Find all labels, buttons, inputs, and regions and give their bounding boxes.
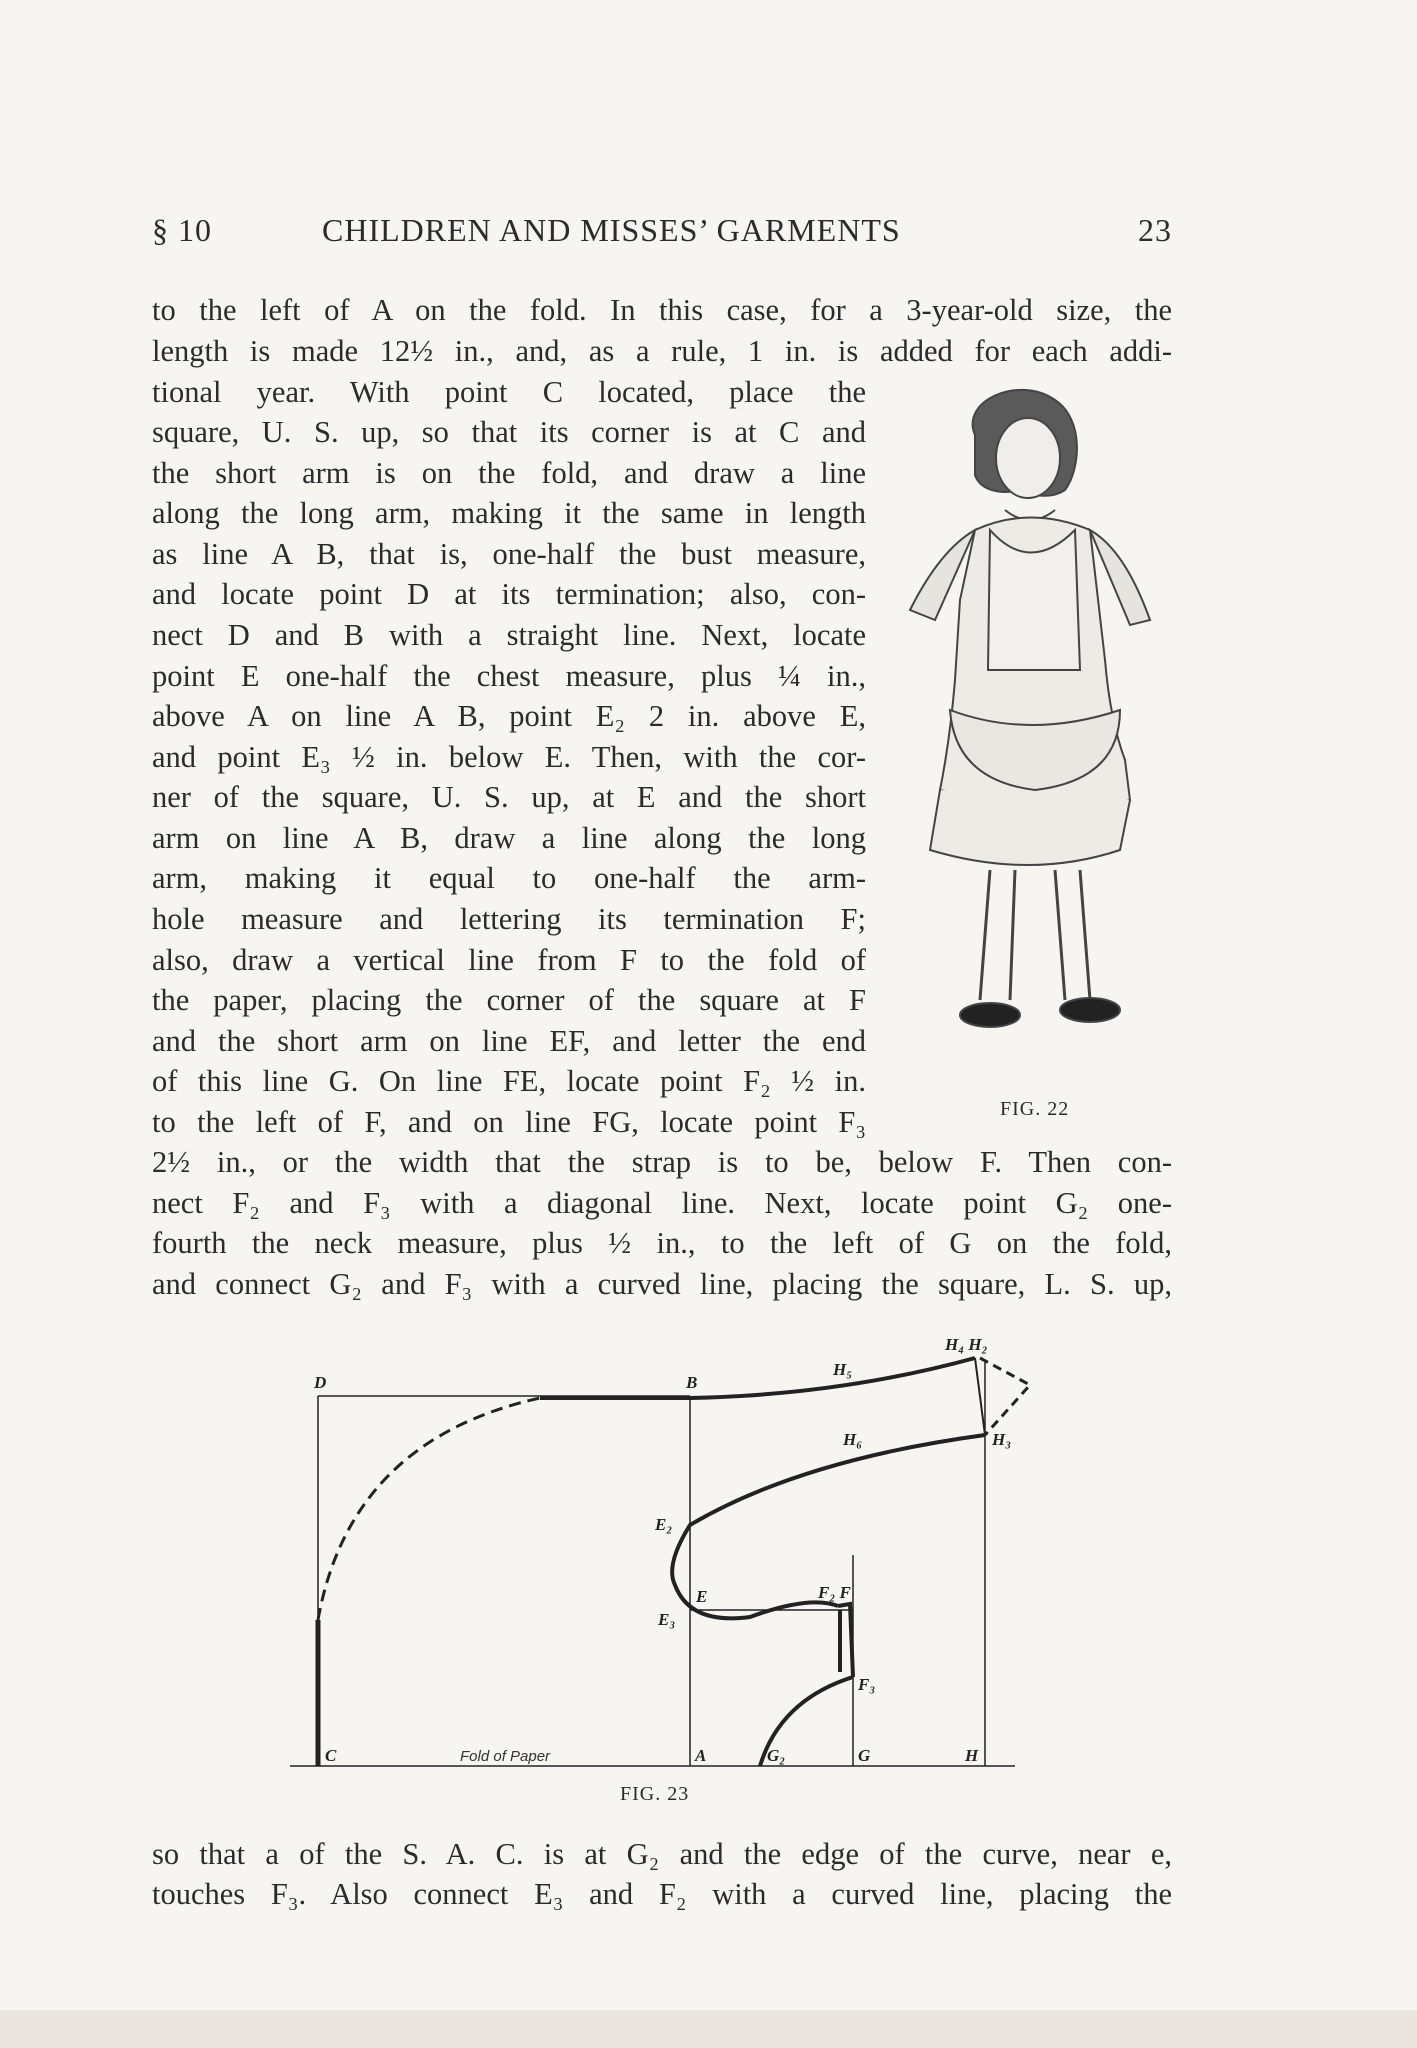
label-h6: H₆ [843, 1430, 863, 1449]
text-line: to the left of F, and on line FG, locate point F₃ [152, 1105, 866, 1139]
label-e3: E₃ [658, 1610, 676, 1629]
section-number: § 10 [152, 212, 212, 248]
label-b: B [686, 1373, 698, 1392]
page-number: 23 [1138, 212, 1172, 248]
label-h4-h2: H₄ H₂ [945, 1335, 988, 1354]
page-bottom-edge [0, 2010, 1417, 2048]
text-line: 2½ in., or the width that the strap is to be, below F. Then con- [152, 1145, 1172, 1179]
figure-22-caption: FIG. 22 [1000, 1098, 1070, 1120]
running-title: CHILDREN AND MISSES’ GARMENTS [322, 212, 901, 248]
pattern-draft-diagram [280, 1320, 1040, 1780]
child-apron-illustration [880, 380, 1170, 1100]
text-line: ner of the square, U. S. up, at E and the short [152, 780, 866, 814]
text-line: point E one-half the chest measure, plus ¼ in., [152, 659, 866, 693]
text-line: and locate point D at its termination; also, con- [152, 577, 866, 611]
label-g2: G₂ [767, 1746, 786, 1765]
label-h5: H₅ [833, 1360, 853, 1379]
text-line: square, U. S. up, so that its corner is at C and [152, 415, 866, 449]
running-header [152, 212, 1172, 252]
text-line: also, draw a vertical line from F to the fold of [152, 943, 866, 977]
label-d: D [314, 1373, 327, 1392]
text-line: tional year. With point C located, place the [152, 375, 866, 409]
label-a: A [695, 1746, 707, 1765]
text-line: nect F₂ and F₃ with a diagonal line. Next, locate point G₂ one- [152, 1186, 1172, 1220]
text-line: and the short arm on line EF, and letter the end [152, 1024, 866, 1058]
text-line: fourth the neck measure, plus ½ in., to the left of G on the fold, [152, 1226, 1172, 1260]
text-line: arm on line A B, draw a line along the long [152, 821, 866, 855]
text-line: as line A B, that is, one-half the bust measure, [152, 537, 866, 571]
label-c: C [325, 1746, 337, 1765]
text-line: touches F₃. Also connect E₃ and F₂ with a curved line, placing the [152, 1877, 1172, 1911]
label-f2-f: F₂ F [818, 1583, 851, 1602]
text-line: to the left of A on the fold. In this case, for a 3-year-old size, the [152, 293, 1172, 327]
text-line: arm, making it equal to one-half the arm- [152, 861, 866, 895]
text-line: and point E₃ ½ in. below E. Then, with the cor- [152, 740, 866, 774]
text-line: the paper, placing the corner of the square at F [152, 983, 866, 1017]
label-h3: H₃ [992, 1430, 1012, 1449]
label-g: G [858, 1746, 871, 1765]
label-f3: F₃ [858, 1675, 876, 1694]
text-line: above A on line A B, point E₂ 2 in. above E, [152, 699, 866, 733]
text-line: nect D and B with a straight line. Next, locate [152, 618, 866, 652]
label-h: H [965, 1746, 979, 1765]
text-line: length is made 12½ in., and, as a rule, 1 in. is added for each addi- [152, 334, 1172, 368]
text-line: so that a of the S. A. C. is at G₂ and the edge of the curve, near e, [152, 1837, 1172, 1871]
text-line: of this line G. On line FE, locate point F₂ ½ in. [152, 1064, 866, 1098]
text-line: along the long arm, making it the same in length [152, 496, 866, 530]
text-line: and connect G₂ and F₃ with a curved line, placing the square, L. S. up, [152, 1267, 1172, 1301]
figure-23-caption: FIG. 23 [620, 1783, 690, 1805]
label-e2: E₂ [655, 1515, 673, 1534]
label-e: E [696, 1587, 708, 1606]
label-fold-of-paper: Fold of Paper [460, 1748, 551, 1765]
text-line: hole measure and lettering its termination F; [152, 902, 866, 936]
text-line: the short arm is on the fold, and draw a line [152, 456, 866, 490]
